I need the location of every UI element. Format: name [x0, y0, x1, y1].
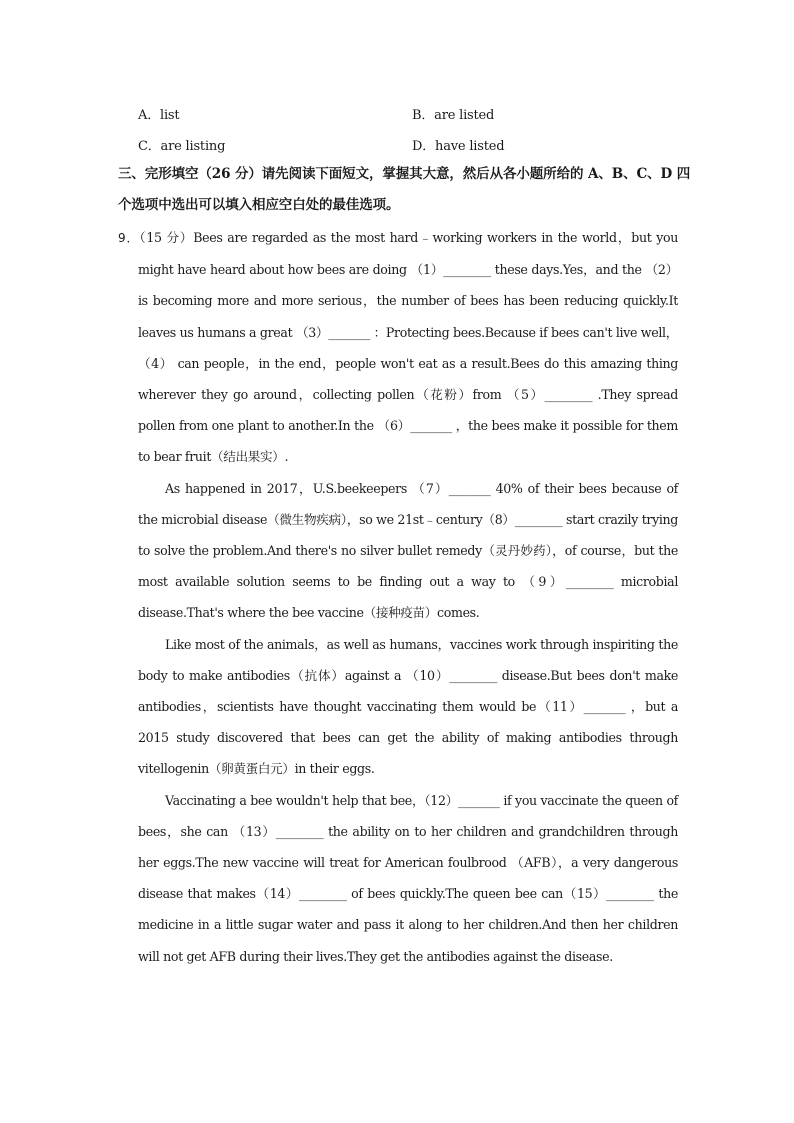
option-b[interactable]: B．are listed [412, 108, 495, 123]
question-number: 9． [118, 231, 140, 245]
options-row-2 [138, 135, 698, 155]
passage-paragraph-1 [118, 222, 678, 473]
passage-paragraph-3: Like most of the animals，as well as humans，vaccines work through inspiriting the body to make antibodies（抗体）against a （10）________ disease.But bees don't make antibodies，scientists have thought vaccinating them would be（11）_______ ，but a 2015 study discovered that bees can get the ability of making antibodies through vitellogenin（卵黄蛋白元）in their eggs. [138, 636, 678, 777]
paragraph-1-text: Bees are regarded as the most hard﹣working workers in the world，but you might have heard about how bees are doing （1）________ these days.Yes，and the （2） is becoming more and more serious，the number of bees has been reducing quickly.It leaves us humans a great （3）_______ ：Protecting bees.Because if bees can't live well，（4） can people，in the end，people won't eat as a result.Bees do this amazing thing wherever they go around，collecting pollen（花粉）from （5）________ .They spread pollen from one plant to another.In the （6）_______ ，the bees make it possible for them to bear fruit（结出果实）. [138, 230, 678, 465]
passage-paragraph-4: Vaccinating a bee wouldn't help that bee，（12）_______ if you vaccinate the queen of bees，she can （13）________ the ability on to her children and grandchildren through her eggs.The new vaccine will treat for American foulbrood （AFB），a very dangerous disease that makes（14）________ of bees quickly.The queen bee can（15）________ the medicine in a little sugar water and pass it along to her children.And then her children will not get AFB during their lives.They get the antibodies against the disease. [138, 792, 678, 964]
option-d[interactable]: D．have listed [412, 139, 505, 154]
section-heading: 三、完形填空（26 分）请先阅读下面短文，掌握其大意，然后从各小题所给的 A、B、C、D 四个选项中选出可以填入相应空白处的最佳选项。 [118, 166, 691, 213]
cloze-passage [118, 222, 678, 972]
option-c[interactable]: C．are listing [138, 139, 226, 154]
options-row-1 [138, 104, 698, 124]
question-points: （15 分） [139, 230, 194, 245]
option-a[interactable]: A．list [138, 108, 180, 123]
passage-paragraph-2: As happened in 2017，U.S.beekeepers （7）_______ 40% of their bees because of the microbial disease（微生物疾病），so we 21st﹣century（8）________ start crazily trying to solve the problem.And there's no silver bullet remedy（灵丹妙药），of course，but the most available solution seems to be finding out a way to （9）________ microbial disease.That's where the bee vaccine（接种疫苗）comes. [138, 480, 678, 621]
